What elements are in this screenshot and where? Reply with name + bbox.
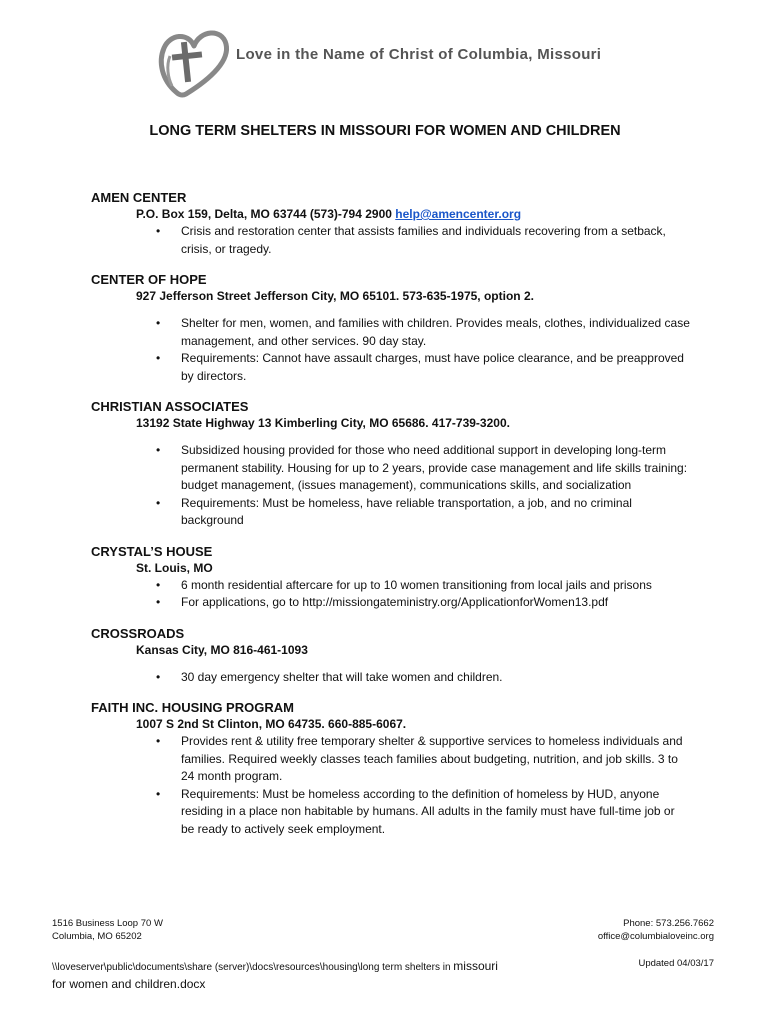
shelter-name: AMEN CENTER [91,190,187,205]
shelter-address: St. Louis, MO [136,560,213,575]
footer-address [52,917,163,943]
shelter-address: 13192 State Highway 13 Kimberling City, MO 65686. 417-739-3200. [136,416,510,430]
heart-cross-logo-icon [152,20,234,102]
shelter-amen-center [91,190,691,258]
shelter-crystals-house [91,544,691,612]
footer-updated-date: Updated 04/03/17 [638,958,714,969]
shelter-address: Kansas City, MO 816-461-1093 [136,642,308,657]
shelter-center-of-hope [91,272,691,385]
list-item: • Requirements: Must be homeless, have reliable transportation, a job, and no criminal background [156,495,632,527]
shelter-list [91,190,691,852]
list-item: • For applications, go to http://missiongateministry.org/ApplicationforWomen13.pdf [91,594,691,612]
shelter-name: CROSSROADS [91,625,185,641]
bullet-icon: • [156,595,161,609]
footer-email: office@columbialoveinc.org [597,931,714,942]
bullet-icon: • [156,495,161,510]
shelter-christian-associates [91,399,691,530]
shelter-name: CENTER OF HOPE [91,272,207,287]
shelter-faith-inc [91,700,691,838]
document-title: LONG TERM SHELTERS IN MISSOURI FOR WOMEN AND CHILDREN [149,123,621,139]
shelter-address: P.O. Box 159, Delta, MO 63744 (573)-794 2900 help@amencenter.org [136,207,522,221]
email-link[interactable]: help@amencenter.org [395,207,522,221]
bullet-icon: • [156,577,161,592]
list-item: • Crisis and restoration center that assists families and individuals recovering from a setback, crisis, or tragedy. [156,224,666,256]
shelter-crossroads [91,626,691,687]
shelter-address: 927 Jefferson Street Jefferson City, MO 65101. 573-635-1975, option 2. [136,289,534,303]
shelter-address: 1007 S 2nd St Clinton, MO 64735. 660-885-6067. [136,717,407,731]
list-item: • Provides rent & utility free temporary shelter & supportive services to homeless individuals and families. Required weekly classes teach families about budgeting, nutrition, and job skills. 3 to 24 month program. [156,734,683,783]
bullet-icon: • [156,734,161,748]
bullet-icon: • [156,351,161,365]
footer-contact [598,917,714,943]
bullet-icon: • [156,669,161,684]
shelter-name: CRYSTAL’S HOUSE [91,543,213,559]
bullet-icon: • [156,316,161,330]
bullet-icon: • [156,443,161,457]
footer-address-line1: 1516 Business Loop 70 W [52,918,163,929]
bullet-icon: • [156,224,161,238]
list-item: • Shelter for men, women, and families with children. Provides meals, clothes, individualized case management, and other services. 90 day stay. [156,316,690,348]
footer-file-path: \\loveserver\public\documents\share (server)\docs\resources\housing\long term shelters in missouri for women and children.docx [52,959,498,991]
list-item: • 6 month residential aftercare for up to 10 women transitioning from local jails and prisons [91,577,691,595]
footer-address-line2: Columbia, MO 65202 [52,931,142,942]
shelter-name: FAITH INC. HOUSING PROGRAM [91,700,294,715]
bullet-icon: • [156,786,161,801]
org-logo [152,20,632,110]
list-item: • 30 day emergency shelter that will take women and children. [91,669,691,687]
list-item: • Requirements: Must be homeless according to the definition of homeless by HUD, anyone residing in a place non habitable by humans. All adults in the family must have full-time job or be ready to actively seek employment. [156,786,675,836]
org-name: Love in the Name of Christ of Columbia, Missouri [236,46,602,63]
shelter-name: CHRISTIAN ASSOCIATES [91,399,249,414]
footer-phone: Phone: 573.256.7662 [623,918,714,929]
list-item: • Requirements: Cannot have assault charges, must have police clearance, and be preapproved by directors. [156,351,684,383]
list-item: • Subsidized housing provided for those who need additional support in developing long-term permanent stability. Housing for up to 2 years, provide case management and life skills training: budget management, (issues management), communications skills, and socialization [156,443,688,492]
